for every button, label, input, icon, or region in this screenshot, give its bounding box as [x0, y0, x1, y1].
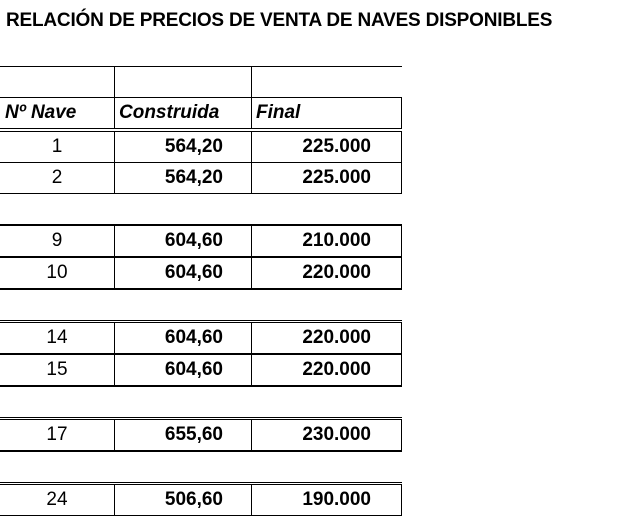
table-row — [0, 162, 402, 194]
table-row — [0, 354, 402, 386]
construida-value: 506,60 — [115, 485, 252, 515]
table-header-row — [0, 97, 402, 129]
header-nave: Nº Nave — [0, 98, 115, 128]
nave-number: 2 — [0, 163, 115, 193]
nave-number: 1 — [0, 132, 115, 162]
construida-value: 604,60 — [115, 323, 252, 353]
table-empty-row — [0, 66, 402, 98]
empty-cell — [115, 67, 252, 97]
final-price: 230.000 — [252, 420, 402, 450]
final-price: 220.000 — [252, 355, 402, 385]
page-title: RELACIÓN DE PRECIOS DE VENTA DE NAVES DISPONIBLES — [6, 10, 553, 31]
table-gap-row — [0, 386, 402, 418]
nave-number: 10 — [0, 258, 115, 288]
table-row — [0, 257, 402, 289]
nave-number: 14 — [0, 323, 115, 353]
table-row — [0, 225, 402, 257]
construida-value: 604,60 — [115, 258, 252, 288]
final-price: 220.000 — [252, 258, 402, 288]
final-price: 225.000 — [252, 163, 402, 193]
empty-cell — [0, 67, 115, 97]
construida-value: 564,20 — [115, 132, 252, 162]
table-row — [0, 419, 402, 451]
final-price: 190.000 — [252, 485, 402, 515]
nave-number: 9 — [0, 226, 115, 256]
table-row — [0, 484, 402, 516]
nave-number: 17 — [0, 420, 115, 450]
table-row — [0, 322, 402, 354]
nave-number: 15 — [0, 355, 115, 385]
construida-value: 655,60 — [115, 420, 252, 450]
table-gap-row — [0, 289, 402, 321]
empty-cell — [252, 67, 402, 97]
nave-number: 24 — [0, 485, 115, 515]
construida-value: 564,20 — [115, 163, 252, 193]
header-construida: Construida — [115, 98, 252, 128]
header-final: Final — [252, 98, 402, 128]
final-price: 225.000 — [252, 132, 402, 162]
table-gap-row — [0, 451, 402, 483]
construida-value: 604,60 — [115, 355, 252, 385]
final-price: 210.000 — [252, 226, 402, 256]
table-gap-row — [0, 193, 402, 225]
final-price: 220.000 — [252, 323, 402, 353]
construida-value: 604,60 — [115, 226, 252, 256]
table-row — [0, 131, 402, 163]
